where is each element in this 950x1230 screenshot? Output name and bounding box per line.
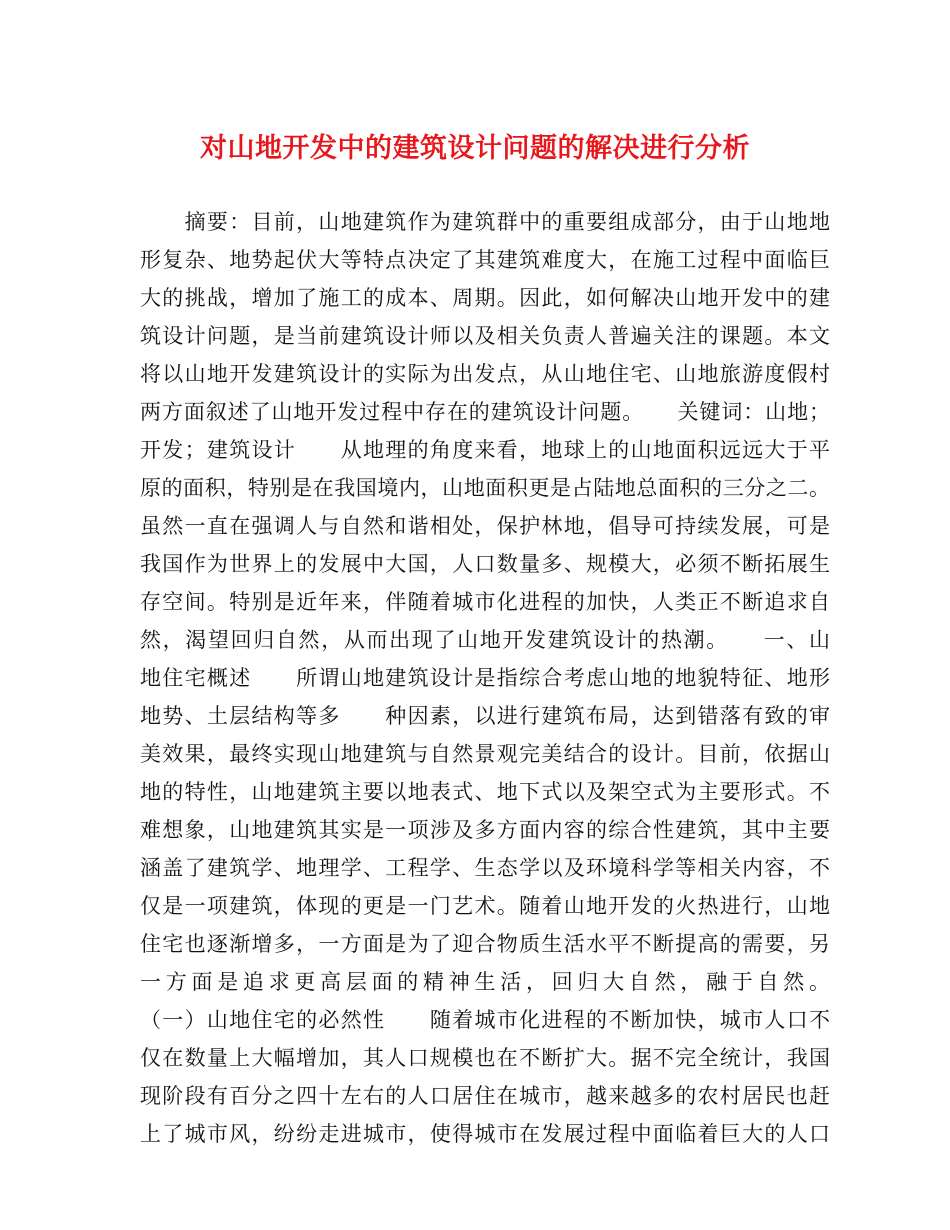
body-line: （一）山地住宅的必然性 随着城市化进程的不断加快，城市人口不 (140, 1008, 830, 1032)
body-line: 筑设计问题，是当前建筑设计师以及相关负责人普遍关注的课题。本文 (140, 324, 830, 348)
body-line: 地住宅概述 所谓山地建筑设计是指综合考虑山地的地貌特征、地形 (140, 666, 830, 690)
body-line: 我国作为世界上的发展中大国，人口数量多、规模大，必须不断拓展生 (140, 552, 830, 576)
body-line: 大的挑战，增加了施工的成本、周期。因此，如何解决山地开发中的建 (140, 286, 830, 310)
body-line: 美效果，最终实现山地建筑与自然景观完美结合的设计。目前，依据山 (140, 742, 830, 766)
body-line: 虽然一直在强调人与自然和谐相处，保护林地，倡导可持续发展，可是 (140, 514, 830, 538)
body-line: 地的特性，山地建筑主要以地表式、地下式以及架空式为主要形式。不 (140, 780, 830, 804)
body-line: 然，渴望回归自然，从而出现了山地开发建筑设计的热潮。 一、山 (140, 628, 830, 652)
body-line: 将以山地开发建筑设计的实际为出发点，从山地住宅、山地旅游度假村 (140, 362, 830, 386)
body-line: 原的面积，特别是在我国境内，山地面积更是占陆地总面积的三分之二。 (140, 476, 830, 500)
body-line: 住宅也逐渐增多，一方面是为了迎合物质生活水平不断提高的需要，另 (140, 932, 830, 956)
body-line: 地势、土层结构等多 种因素，以进行建筑布局，达到错落有致的审 (140, 704, 830, 728)
body-line: 仅是一项建筑，体现的更是一门艺术。随着山地开发的火热进行，山地 (140, 894, 830, 918)
body-line: 一方面是追求更高层面的精神生活，回归大自然，融于自然。 (140, 970, 830, 994)
document-title: 对山地开发中的建筑设计问题的解决进行分析 (200, 133, 750, 164)
body-line: 摘要：目前，山地建筑作为建筑群中的重要组成部分，由于山地地 (140, 210, 830, 234)
body-line: 难想象，山地建筑其实是一项涉及多方面内容的综合性建筑，其中主要 (140, 818, 830, 842)
body-line: 形复杂、地势起伏大等特点决定了其建筑难度大，在施工过程中面临巨 (140, 248, 830, 272)
document-body (140, 203, 830, 1153)
body-line: 开发；建筑设计 从地理的角度来看，地球上的山地面积远远大于平 (140, 438, 830, 462)
body-line: 仅在数量上大幅增加，其人口规模也在不断扩大。据不完全统计，我国 (140, 1046, 830, 1070)
body-line: 涵盖了建筑学、地理学、工程学、生态学以及环境科学等相关内容，不 (140, 856, 830, 880)
body-line: 两方面叙述了山地开发过程中存在的建筑设计问题。 关键词：山地； (140, 400, 830, 424)
body-line: 上了城市风，纷纷走进城市，使得城市在发展过程中面临着巨大的人口 (140, 1122, 830, 1146)
body-line: 存空间。特别是近年来，伴随着城市化进程的加快，人类正不断追求自 (140, 590, 830, 614)
body-line: 现阶段有百分之四十左右的人口居住在城市，越来越多的农村居民也赶 (140, 1084, 830, 1108)
